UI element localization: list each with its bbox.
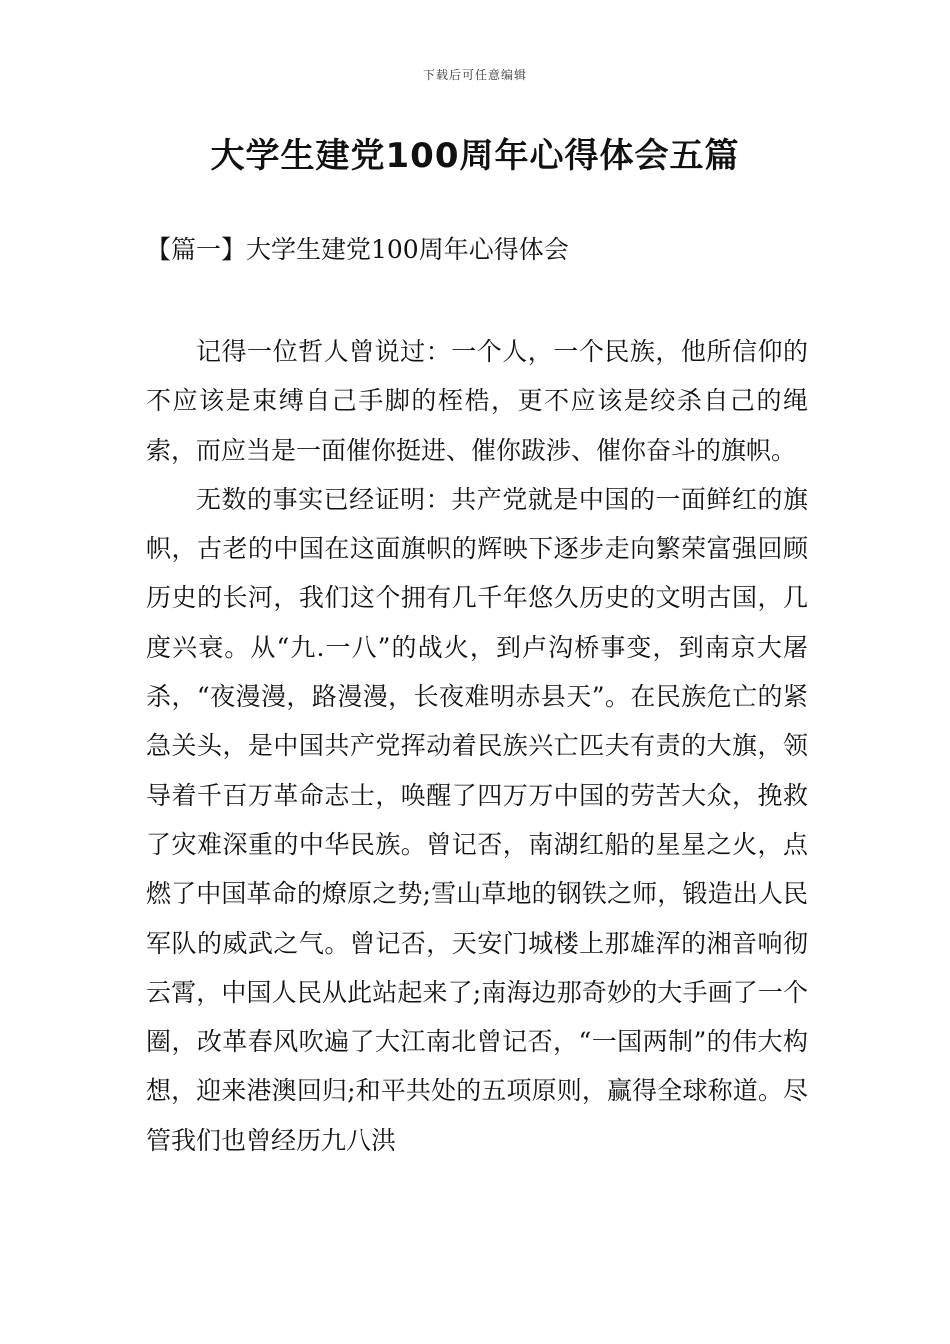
paragraph: 无数的事实已经证明：共产党就是中国的一面鲜红的旗帜，古老的中国在这面旗帜的辉映下逐步走向繁荣富强回顾历史的长河，我们这个拥有几千年悠久历史的文明古国，几度兴衰。从“九.一八”的战火，到卢沟桥事变，到南京大屠 杀，“夜漫漫，路漫漫，长夜难明赤县天”。在民族危亡的紧急关头，是中国共产党挥动着民族兴亡匹夫有责的大旗，领导着千百万革命志士，唤醒了四万万中国的劳苦大众，挽救了灾难深重的中华民族。曾记否，南湖红船的星星之火，点燃了中国革命的燎原之势;雪山草地的钢铁之师，锻造出人民军队的威武之气。曾记否，天安门城楼上那雄浑的湘音响彻云霄，中国人民从此站起来了;南海边那奇妙的大手画了一个圈，改革春风吹遍了大江南北曾记否，“一国两制”的伟大构想，迎来港澳回归;和平共处的五项原则，赢得全球称道。尽管我们也曾经历九八洪: [146, 484, 808, 1155]
body-text: [146, 327, 808, 1165]
document-title: 大学生建党100周年心得体会五篇: [210, 136, 740, 176]
header-note: 下载后可任意编辑: [422, 68, 527, 82]
paragraph: 记得一位哲人曾说过：一个人，一个民族，他所信仰的不应该是束缚自己手脚的桎梏，更不应该是绞杀自己的绳索，而应当是一面催你挺进、催你跋涉、催你奋斗的旗帜。: [146, 337, 808, 465]
section-heading: 【篇一】大学生建党100周年心得体会: [146, 235, 569, 264]
